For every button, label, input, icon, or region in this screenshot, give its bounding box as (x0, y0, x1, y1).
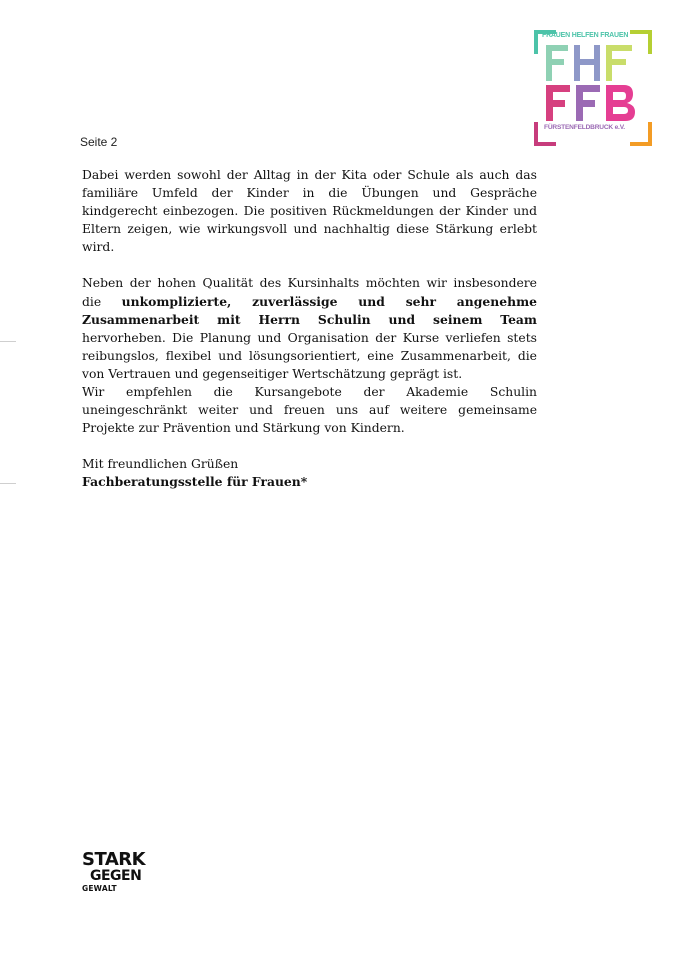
closing-line: Mit freundlichen Grüßen (82, 457, 239, 472)
page-number: Seite 2 (80, 135, 118, 149)
paragraph (82, 274, 537, 383)
campaign-logo-line-1: STARK (82, 849, 146, 870)
punch-mark (0, 483, 16, 484)
logo-top-caption: FRAUEN HELFEN FRAUEN (542, 32, 629, 39)
logo-bottom-caption: FÜRSTENFELDBRUCK e.V. (544, 124, 625, 131)
organization-logo (534, 30, 652, 146)
highlighted-text: unkomplizierte, zuverlässige und sehr angenehme Zusammenarbeit mit Herrn Schulin und seinem Team (82, 293, 537, 327)
campaign-logo (82, 851, 145, 893)
letter-body (82, 166, 537, 492)
signature: Fachberatungsstelle für Frauen* (82, 474, 308, 490)
paragraph-text: Neben der hohen Qualität des Kursinhalts möchten wir insbesondere die (82, 276, 537, 309)
campaign-logo-line-3: GEWALT (82, 884, 117, 893)
fold-mark (0, 341, 16, 342)
campaign-logo-line-2: GEGEN (90, 868, 142, 884)
paragraph-text: hervorheben. Die Planung und Organisation der Kurse verliefen stets reibungslos, flexibel und lösungsorientiert, eine Zusammenarbeit, die von Vertrauen und gegenseitiger Wertschätzung geprägt ist. (82, 330, 537, 381)
paragraph: Dabei werden sowohl der Alltag in der Kita oder Schule als auch das familiäre Umfeld der Kinder in die Übungen und Gespräche kindgerecht einbezogen. Die positiven Rückmeldungen der Kinder und Eltern zeigen, wie wirkungsvoll und nachhaltig diese Stärkung erlebt wird. (82, 168, 537, 255)
paragraph: Wir empfehlen die Kursangebote der Akademie Schulin uneingeschränkt weiter und freuen uns auf weitere gemeinsame Projekte zur Prävention und Stärkung von Kindern. (82, 385, 537, 436)
